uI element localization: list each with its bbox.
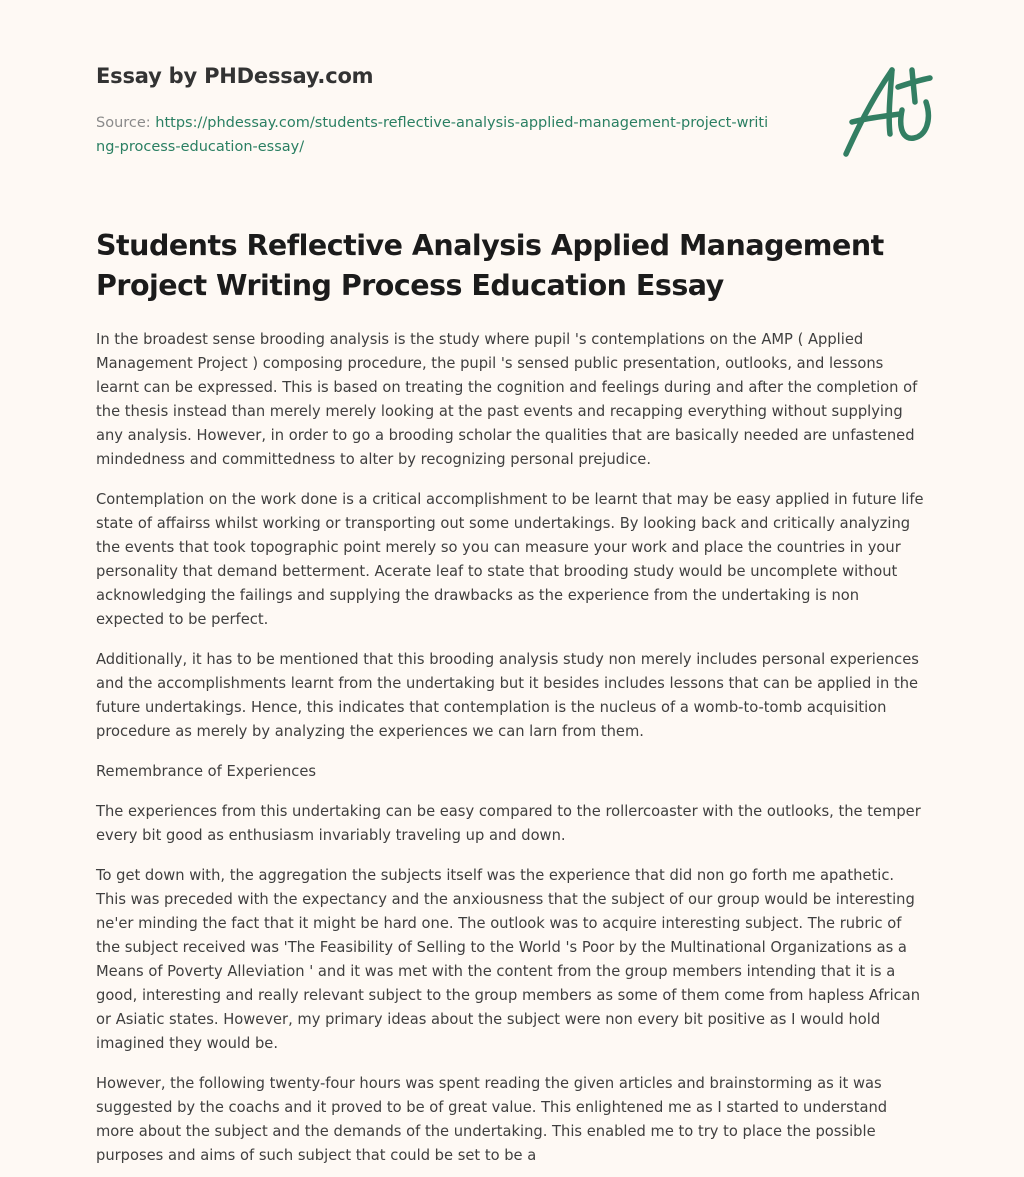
section-subheading: Remembrance of Experiences bbox=[96, 763, 317, 780]
source-link[interactable]: https://phdessay.com/students-reflective-analysis-applied-management-project-writing-process-education-essay/ bbox=[96, 115, 769, 155]
paragraph: To get down with, the aggregation the subjects itself was the experience that did non go forth me apathetic. This was preceded with the expectancy and the anxiousness that the subject of our group would be interesting ne'er minding the fact that it might be hard one. The outlook was to acquire interesting subject. The rubric of the subject received was 'The Feasibility of Selling to the World 's Poor by the Multinational Organizations as a Means of Poverty Alleviation ' and it was met with the content from the group members intending that it is a good, interesting and really relevant subject to the group members as some of them come from hapless African or Asiatic states. However, my primary ideas about the subject were non every bit positive as I would hold imagined they would be. bbox=[96, 867, 921, 1052]
paragraph: In the broadest sense brooding analysis is the study where pupil 's contemplations on the AMP ( Applied Management Project ) composing procedure, the pupil 's sensed public presentation, outlooks, and lessons learnt can be expressed. This is based on treating the cognition and feelings during and after the completion of the thesis instead than merely merely looking at the past events and recapping everything without supplying any analysis. However, in order to go a brooding scholar the qualities that are basically needed are unfastened mindedness and committedness to alter by recognizing personal prejudice. bbox=[96, 331, 918, 468]
paragraph: Contemplation on the work done is a critical accomplishment to be learnt that may be easy applied in future life state of affairss whilst working or transporting out some undertakings. By looking back and critically analyzing the events that took topographic point merely so you can measure your work and place the countries in your personality that demand betterment. Acerate leaf to state that brooding study would be uncomplete without acknowledging the failings and supplying the drawbacks as the experience from the undertaking is non expected to be perfect. bbox=[96, 491, 924, 628]
page-header bbox=[96, 0, 928, 200]
paragraph: However, the following twenty-four hours was spent reading the given articles and brainstorming as it was suggested by the coachs and it proved to be of great value. This enlightened me as I started to understand more about the subject and the demands of the undertaking. This enabled me to try to place the possible purposes and aims of such subject that could be set to be a bbox=[96, 1075, 888, 1164]
essay-body bbox=[96, 328, 928, 1168]
source-line bbox=[96, 111, 776, 159]
source-label: Source: bbox=[96, 115, 156, 131]
site-name: Essay by PHDessay.com bbox=[96, 64, 374, 88]
paragraph: Additionally, it has to be mentioned that this brooding analysis study non merely includes personal experiences and the accomplishments learnt from the undertaking but it besides includes lessons that can be applied in the future undertakings. Hence, this indicates that contemplation is the nucleus of a womb-to-tomb acquisition procedure as merely by analyzing the experiences we can larn from them. bbox=[96, 651, 919, 740]
a-plus-grade-icon bbox=[832, 40, 936, 164]
paragraph: The experiences from this undertaking can be easy compared to the rollercoaster with the outlooks, the temper every bit good as enthusiasm invariably traveling up and down. bbox=[96, 803, 921, 844]
essay-title: Students Reflective Analysis Applied Management Project Writing Process Education Essay bbox=[96, 229, 884, 302]
